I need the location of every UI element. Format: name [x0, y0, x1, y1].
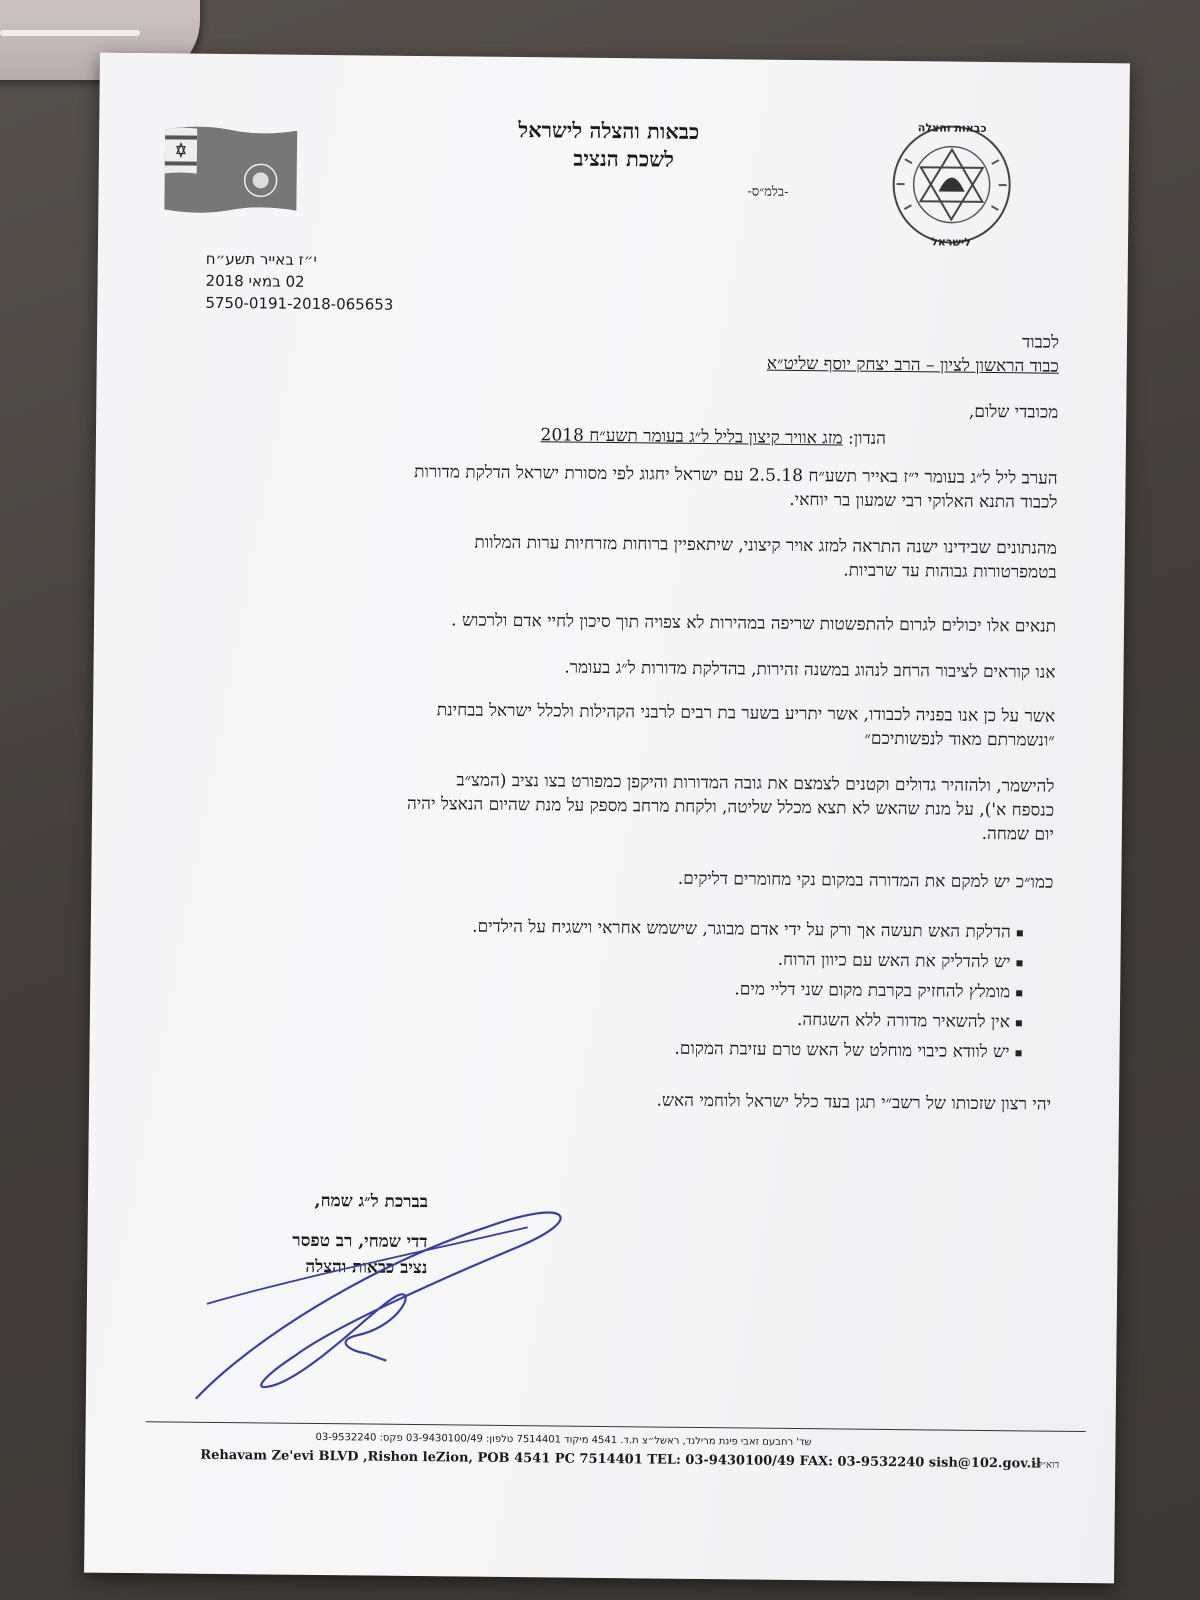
- bullet-square-icon: [1016, 1020, 1022, 1026]
- bullet-text: אין להשאיר מדורה ללא השגחה.: [796, 1010, 1010, 1033]
- fire-rescue-emblem-icon: [886, 119, 1017, 250]
- subject-line: [186, 420, 886, 451]
- bullet-square-icon: [1016, 990, 1022, 996]
- office-name: לשכת הנציב: [573, 145, 675, 172]
- bsd-mark: -בלמ״ס-: [747, 184, 789, 200]
- subject-text: מזג אוויר קיצון בליל ל״ג בעומר תשע״ח 2018: [540, 425, 843, 449]
- org-name: כבאות והצלה לישראל: [518, 117, 700, 144]
- paragraph-1-line-1: הערב ליל ל״ג בעומר י״ז באייר תשע״ח 2.5.18 עם ישראל יחגוג לפי מסורת ישראל הדלקת מדורות: [414, 461, 1058, 489]
- paragraph-2-line-1: מהנתונים שבידינו ישנה התראה למזג אויר קיצוני, שיתאפיין ברוחות מזרחיות ערות המלוות: [474, 532, 1057, 559]
- signatory-title: נציב כבאות והצלה: [305, 1256, 428, 1279]
- paragraph-5: [195, 696, 1055, 753]
- paragraph-2-line-2: בטמפרטורות גבוהות עד שרביות.: [843, 560, 1057, 583]
- footer-divider: [146, 1421, 1086, 1432]
- paragraph-3: [196, 606, 1056, 639]
- to-label: לכבוד: [1021, 332, 1060, 353]
- footer-email-label: דוא״ל:: [1033, 1459, 1060, 1471]
- flag-icon: [160, 123, 301, 216]
- footer-hebrew-address: שד' רחבעם זאבי פינת מרילנד, ראשל״צ ת.ד. 4541 מיקוד 7514401 טלפון: 03-9430100/49 פקס: 03-9532240: [315, 1431, 812, 1449]
- bullet-text: יש לוודא כיבוי מוחלט של האש טרם עזיבת המקום.: [674, 1038, 1010, 1063]
- paragraph-3-line-1: תנאים אלו יכולים לגרום להתפשטות שריפה במהירות לא צפויה תוך סיכון לחיי אדם ולרכוש .: [451, 610, 1057, 637]
- closing-line: יהי רצון שזכותו של רשב״י תגן בעד כלל ישראל ולוחמי האש.: [656, 1090, 1052, 1115]
- emblem-bottom-text: לישראל: [931, 235, 971, 249]
- bullet-item: [778, 950, 1023, 973]
- hebrew-date: י״ז באייר תשע״ח: [205, 249, 317, 269]
- phone-edge: [0, 30, 140, 36]
- handwritten-signature: [186, 1184, 568, 1408]
- recipient-name: כבוד הראשון לציון – הרב יצחק יוסף שליט״א: [766, 353, 1059, 377]
- bullet-text: יש להדליק את האש עם כיוון הרוח.: [777, 949, 1011, 973]
- greeting: מכובדי שלום,: [968, 401, 1059, 423]
- paragraph-4-line-1: אנו קוראים לציבור הרחב לנהוג במשנה זהירות, בהדלקת מדורות ל״ג בעומר.: [564, 657, 1056, 683]
- paragraph-5-line-1: אשר על כן אנו בפניה לכבודו, אשר יתריע בשער בת רבים לרבני הקהילות ולכלל ישראל בבחינת: [436, 700, 1056, 727]
- letter-date: 02 במאי 2018: [205, 271, 305, 291]
- paragraph-7-line-1: כמו״כ יש למקם את המדורה במקום נקי מחומרים דליקים.: [677, 868, 1054, 893]
- letter-paper: [84, 53, 1130, 1584]
- reference-number: 5750-0191-2018-065653: [205, 293, 394, 314]
- paragraph-6: [194, 766, 1055, 847]
- paragraph-4: [195, 652, 1055, 685]
- paragraph-7: [193, 862, 1053, 895]
- bullet-square-icon: [1016, 960, 1022, 966]
- bullet-square-icon: [1016, 1050, 1022, 1056]
- paragraph-2: [197, 528, 1057, 585]
- emblem-top-text: כבאות והצלה: [917, 121, 987, 135]
- paragraph-5-line-2: ״ונשמרתם מאוד לנפשותיכם״: [864, 728, 1055, 751]
- subject-label: הנדון:: [847, 428, 887, 449]
- bullet-text: מומלץ להחזיק בקרבת מקום שני דליי מים.: [734, 979, 1011, 1003]
- bullet-item: [734, 979, 1022, 1002]
- paragraph-6-line-1: להישמר, ולהזהיר גדולים וקטנים לצמצם את גובה המדורות והיקפן כמפורט בצו נציב (המצ״ב: [456, 770, 1055, 797]
- footer-english-address: Rehavam Ze'evi BLVD ,Rishon leZion, POB 4541 PC 7514401 TEL: 03-9430100/49 FAX: 03-9532240 sish@102.gov.il: [200, 1447, 1041, 1472]
- paragraph-6-line-3: יום שמחה.: [981, 823, 1054, 845]
- bullet-text: הדלקת האש תעשה אך ורק על ידי אדם מבוגר, שישמש אחראי וישגיח על הילדים.: [472, 916, 1011, 943]
- bullet-item: [797, 1010, 1022, 1032]
- paragraph-1: [197, 458, 1057, 515]
- paragraph-6-line-2: כנספח א'), על מנת שהאש לא תצא מכלל שליטה, ולקחת מרחב מספק על מנת שהיום הנאצל יהיה: [406, 793, 1055, 821]
- bullet-item: [472, 917, 1023, 943]
- signature-blessing: בברכת ל״ג שמח,: [314, 1190, 429, 1213]
- paragraph-1-line-2: לכבוד התנא האלוקי רבי שמעון בר יוחאי.: [789, 489, 1058, 513]
- bullet-item: [674, 1039, 1021, 1063]
- signatory-name: דדי שמחי, רב טפסר: [292, 1230, 428, 1253]
- bullet-square-icon: [1017, 930, 1023, 936]
